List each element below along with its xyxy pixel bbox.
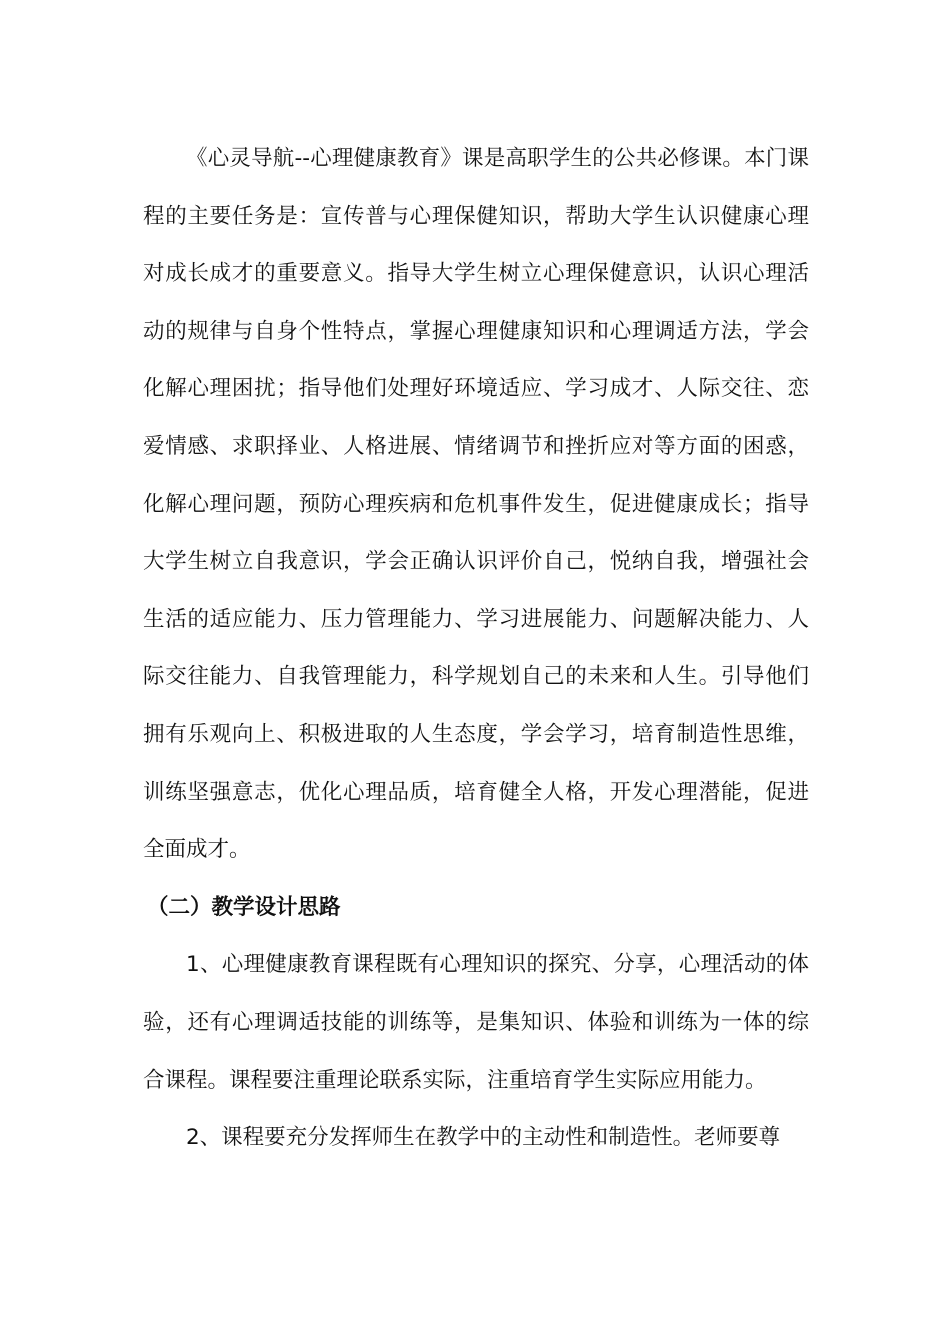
- paragraph-course-overview: 《心灵导航--心理健康教育》课是高职学生的公共必修课。本门课程的主要任务是：宣传普与心理保健知识，帮助大学生认识健康心理对成长成才的重要意义。指导大学生树立心理保健意识，认识心理活动的规律与自身个性特点，掌握心理健康知识和心理调适方法，学会化解心理困扰；指导他们处理好环境适应、学习成才、人际交往、恋爱情感、求职择业、人格进展、情绪调节和挫折应对等方面的困惑，化解心理问题，预防心理疾病和危机事件发生，促进健康成长；指导大学生树立自我意识，学会正确认识评价自己，悦纳自我，增强社会生活的适应能力、压力管理能力、学习进展能力、问题解决能力、人际交往能力、自我管理能力，科学规划自己的未来和人生。引导他们拥有乐观向上、积极进取的人生态度，学会学习，培育制造性思维，训练坚强意志，优化心理品质，培育健全人格，开发心理潜能，促进全面成才。: [143, 146, 809, 863]
- section-heading-teaching-design: （二）教学设计思路: [147, 894, 341, 920]
- paragraph-design-point-1: 1、心理健康教育课程既有心理知识的探究、分享，心理活动的体验，还有心理调适技能的训练等，是集知识、体验和训练为一体的综合课程。课程要注重理论联系实际，注重培育学生实际应用能力。: [143, 952, 809, 1093]
- paragraph-design-point-2: 2、课程要充分发挥师生在教学中的主动性和制造性。老师要尊: [186, 1125, 781, 1151]
- document-body: [143, 130, 809, 1167]
